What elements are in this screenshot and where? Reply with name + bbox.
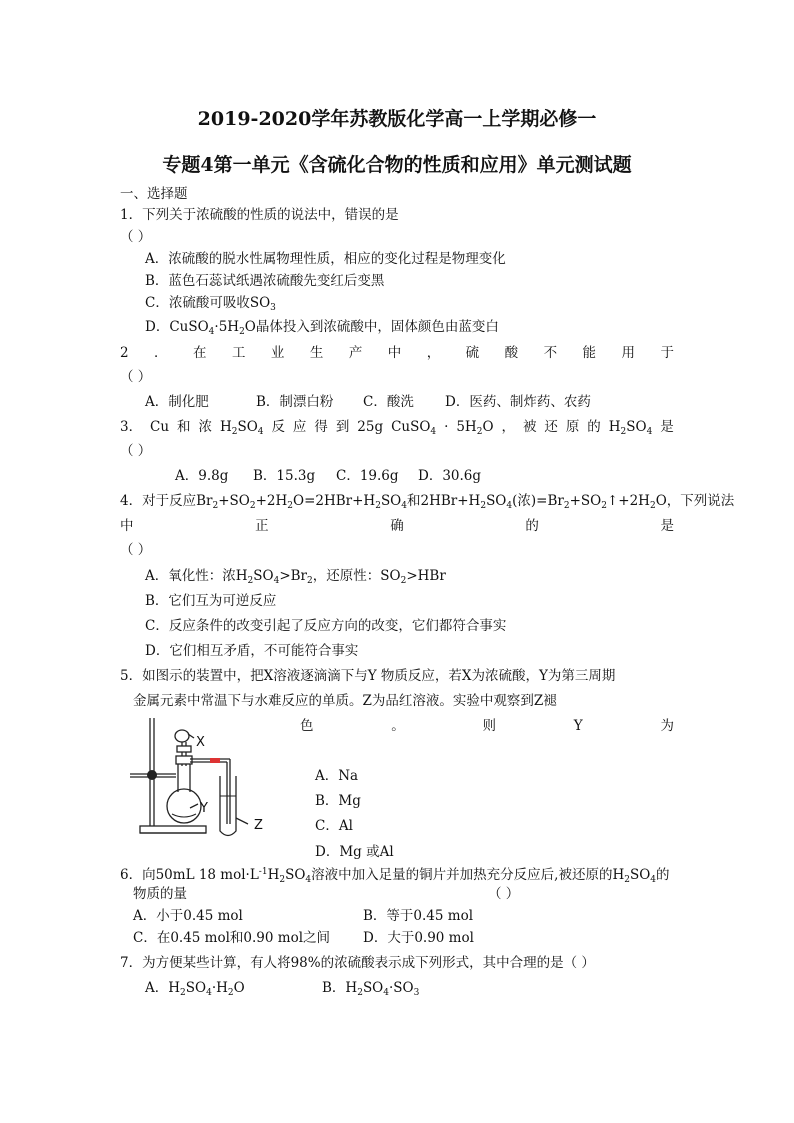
q4-paren: （ ） xyxy=(120,542,152,558)
q2-paren: （ ） xyxy=(120,369,152,385)
q5-option-a: A．Na xyxy=(315,768,359,784)
q1-option-b: B．蓝色石蕊试纸遇浓硫酸先变红后变黑 xyxy=(145,273,385,289)
clamp-knob xyxy=(147,770,157,780)
q2-option-b: B．制漂白粉 xyxy=(256,394,334,410)
q2-option-d: D．医药、制炸药、农药 xyxy=(445,394,591,410)
q2-option-a: A．制化肥 xyxy=(145,394,209,410)
q4-option-b: B．它们互为可逆反应 xyxy=(145,593,277,609)
q5-option-c: C．Al xyxy=(315,818,353,834)
q3-stem: 3． Cu 和 浓 $H_2SO_4$ 反 应 得 到 25g CuSO$_4$ · $5H_2O$ ， 被 还 原 的 $H_2SO_4$ 是 xyxy=(120,419,674,437)
q6-option-a: A．小于0.45 mol xyxy=(133,908,243,924)
q3-paren: （ ） xyxy=(120,443,152,459)
title-line-2: 专题4第一单元《含硫化合物的性质和应用》单元测试题 xyxy=(162,154,632,176)
q1-option-a: A．浓硫酸的脱水性属物理性质，相应的变化过程是物理变化 xyxy=(145,251,506,267)
q6-option-d: D．大于0.90 mol xyxy=(363,930,474,946)
title-line-1: 2019-2020学年苏教版化学高一上学期必修一 xyxy=(197,108,597,130)
label-x: X xyxy=(196,735,205,750)
q1-option-d: D．$CuSO_4\cdot 5H_2O$晶体投入到浓硫酸中，固体颜色由蓝变白 xyxy=(145,319,499,337)
q4-option-a: A．氧化性：浓$H_2SO_4>Br_2$，还原性：$SO_2>HBr$ xyxy=(145,568,446,586)
q7-option-a: A．$H_2SO_4\cdot H_2O$ xyxy=(145,980,245,998)
section-heading: 一、选择题 xyxy=(120,186,188,202)
q5-stem-line-1: 5．如图示的装置中，把X溶液逐滴滴下与Y 物质反应，若X为浓硫酸，Y为第三周期 xyxy=(120,668,616,684)
q1-paren: （ ） xyxy=(120,229,152,245)
q1-option-c: C．浓硫酸可吸收$SO_3$ xyxy=(145,295,276,313)
q7-stem: 7．为方便某些计算，有人将98%的浓硫酸表示成下列形式，其中合理的是（ ） xyxy=(120,955,595,971)
q4-stem-line-2: 中 正 确 的 是 xyxy=(120,518,674,534)
q6-paren: （ ） xyxy=(488,886,520,902)
q3-option-b: B．15.3g xyxy=(253,468,316,484)
q3-option-a: A．9.8g xyxy=(175,468,229,484)
tube-connector-mark xyxy=(210,758,220,763)
label-z: Z xyxy=(254,818,263,833)
q3-option-d: D．30.6g xyxy=(418,468,482,484)
q1-stem: 1．下列关于浓硫酸的性质的说法中，错误的是 xyxy=(120,207,399,223)
q4-stem: 4．对于反应$Br_2+SO_2+2H_2O=2HBr+H_2SO_4$和$2HBr+H_2SO_4$(浓)$=Br_2+SO_2↑+2H_2O$，下列说法 xyxy=(120,493,735,511)
q7-option-b: B．$H_2SO_4\cdot SO_3$ xyxy=(322,980,420,998)
label-y: Y xyxy=(200,801,208,816)
q5-stem-line-3: 色 。 则 Y 为 xyxy=(300,718,674,734)
q2-stem: 2 ． 在 工 业 生 产 中 ， 硫 酸 不 能 用 于 xyxy=(120,345,674,361)
q6-option-b: B．等于0.45 mol xyxy=(363,908,474,924)
q5-option-d: D．Mg 或Al xyxy=(315,844,394,860)
q5-option-b: B．Mg xyxy=(315,793,361,809)
experiment-apparatus-diagram xyxy=(130,716,280,842)
q4-option-c: C．反应条件的改变引起了反应方向的改变，它们都符合事实 xyxy=(145,618,507,634)
q6-option-c: C．在0.45 mol和0.90 mol之间 xyxy=(133,930,331,946)
q2-option-c: C．酸洗 xyxy=(363,394,414,410)
q4-option-d: D．它们相互矛盾，不可能符合事实 xyxy=(145,643,359,659)
q5-stem-line-2: 金属元素中常温下与水难反应的单质。Z为品红溶液。实验中观察到Z褪 xyxy=(133,693,557,709)
q6-stem-line-1: 6．向50mL 18 $mol\cdot L^{-1}H_2SO_4$溶液中加入足量的铜片并加热充分反应后,被还原的$H_2SO_4$的 xyxy=(120,867,670,885)
q6-stem-line-2: 物质的量 xyxy=(133,886,187,902)
q3-option-c: C．19.6g xyxy=(336,468,399,484)
